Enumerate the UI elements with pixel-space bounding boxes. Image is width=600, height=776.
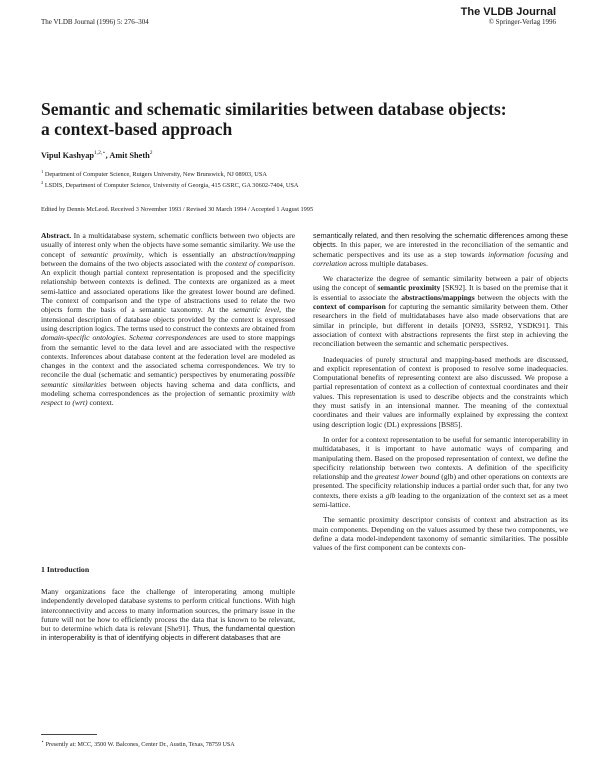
author-name: Vipul Kashyap (41, 150, 94, 160)
abstract-term: abstraction/mapping (231, 249, 295, 259)
abstract-term: semantic level (233, 305, 280, 315)
paragraph (313, 435, 568, 509)
affiliation (41, 169, 561, 178)
journal-brand (416, 6, 556, 27)
footnote-text: Presently at: MCC, 3500 W. Balcones, Center Dr., Austin, Texas, 78759 USA (44, 742, 235, 749)
para-term: semantic proximity (377, 283, 441, 293)
para-term: greatest lower bound (374, 472, 440, 482)
para-text: across multiple databases. (346, 258, 428, 268)
para-text: leading to the organization of the context set as a meet semi-lattice. (313, 490, 568, 510)
affiliation-text: LSDIS, Department of Computer Science, University of Georgia, 415 GSRC, GA 30602-7404, USA (44, 182, 299, 190)
copyright-notice: © Springer-Verlag 1996 (488, 18, 556, 26)
paper-title-line-1: Semantic and schematic similarities between database objects: (41, 99, 507, 119)
author-name: Amit Sheth (109, 150, 150, 160)
para-text: between the objects with the (474, 292, 568, 302)
footnote (41, 739, 295, 749)
para-text: In this paper, we are interested in the reconciliation of the semantic and schematic perspectives and its use as a step towards (313, 240, 568, 259)
affiliation-mark: 1 (41, 169, 44, 174)
abstract-term: semantic proximity (80, 249, 142, 259)
footnote-rule (41, 734, 97, 735)
abstract-text: are used to store mappings from the semantic level to the data level and are associated with the respective contexts. Inferences about database content at the federation level are modeled as changes in the context and the associated schema correspondences. We try to reconcile the dual (schematic and semantic) perspectives by enumerating (41, 333, 296, 380)
abstract-term: possible semantic similarities (41, 370, 295, 389)
abstract-text: between objects having schema and data conflicts, and modeling schema correspondences as the projection of semantic proximity (41, 379, 295, 399)
paragraph: Inadequacies of purely structural and mapping-based methods are discussed, and explicit representation of context is proposed to resolve some inadequacies. Computational benefits of representing context are also discussed. We propose a partial representation of context as a collection of contextual coordinates and their values. This representation is used to describe objects and the constraints which they must satisfy in an intensional manner. The meaning of the contextual coordinates and their values are informally explained by expressing the context using description logic (DL) expressions [BS85]. (313, 354, 568, 429)
para-text: and (553, 249, 568, 259)
para-term: correlation (313, 258, 347, 268)
affiliation-text: Department of Computer Science, Rutgers University, New Brunswick, NJ 08903, USA (44, 171, 267, 179)
para-text: In order for a context representation to be useful for semantic interoperability in multidatabases, it is important to have automatic ways of comparing and manipulating them. Based on the proposed representation of context, we define the specificity relationship between two contexts. A definition of the specificity relationship and the (313, 434, 568, 482)
para-text: (glb) and other operations on contexts are presented. The specificity relationship induces a partial order such that, for any two contexts, there exists a (313, 472, 569, 500)
para-text: We characterize the degree of semantic similarity between a pair of objects using the concept of (313, 274, 568, 293)
affiliation (41, 180, 561, 189)
abstract-text: . (124, 333, 129, 343)
editorial-dates: Edited by Dennis McLeod. Received 3 November 1993 / Revised 30 March 1994 / Accepted 1 August 1995 (41, 206, 314, 213)
paragraph (313, 274, 568, 348)
section-heading-introduction: 1 Introduction (41, 565, 90, 574)
abstract-term: Schema correspondences (129, 333, 207, 343)
paragraph: The semantic proximity descriptor consists of context and abstraction as its main components. Depending on the values assumed by these two components, we define a data model-independent taxonomy of semantic similarities. The possible values of the first component can be contexts con- (313, 515, 568, 553)
journal-brand-title: The VLDB Journal (460, 6, 556, 18)
abstract-term: domain-specific ontologies (41, 333, 125, 343)
paper-title (41, 99, 561, 139)
para-text: for capturing the semantic similarity between them. Other researchers in the field of multidatabases have also made observations that are similar in principle, but different in details [ON93, SSR92, YSDK91]. This association of context with abstractions represents the first step in achieving the reconciliation between the semantic and schematic perspectives. (313, 302, 568, 349)
para-term: context of comparison (313, 302, 386, 312)
abstract-text: In a multidatabase system, schematic conflicts between two objects are usually of interest only when the objects have some semantic similarity. We use the concept of (41, 231, 295, 259)
journal-citation: The VLDB Journal (1996) 5: 276–304 (41, 18, 149, 26)
intro-text: Many organizations face the challenge of interoperating among multiple independently developed database systems to perform critical functions. With high interconnectivity and access to many information sources, the primary issue in the future will not be how to efficiently process the data that is known to be relevant, but to determine which data is relevant [She91]. (41, 587, 295, 634)
right-column (313, 231, 568, 553)
author-marks: 1,2,⋆ (93, 150, 106, 156)
intro-text: Thus, the fundamental question in interoperability is that of identifying objects in different databases that are (41, 624, 295, 643)
para-term: information focusing (488, 249, 554, 259)
abstract (41, 231, 295, 408)
para-term: glb (385, 490, 396, 500)
abstract-text: context. (87, 398, 114, 408)
para-text: [SK92]. It is based on the premise that it is essential to associate the (313, 283, 568, 302)
footnote-mark: ⋆ (41, 740, 45, 745)
abstract-text: . An explicit though partial context representation is proposed and the specificity relationship between contexts is defined. The contexts are organized as a meet semi-lattice and associated operations like the greatest lower bound are defined. The context of comparison and the type of abstractions used to relate the two objects form the basis of a semantic taxonomy. At the (41, 258, 295, 315)
abstract-text: , the intensional description of database objects provided by the context is expressed using description logics. The terms used to construct the contexts are obtained from (41, 305, 295, 333)
author-list (41, 150, 152, 160)
para-text: semantically related, and then resolving the schematic differences among these objects. (313, 231, 568, 250)
author-marks: 2 (149, 150, 153, 156)
para-term: abstractions/mappings (401, 292, 475, 302)
introduction-body (41, 587, 295, 643)
abstract-term: with respect to (wrt) (41, 389, 295, 408)
paragraph (313, 231, 568, 268)
author-separator: , (105, 150, 110, 160)
abstract-text: between the domains of the two objects associated with the (41, 258, 226, 268)
abstract-term: context of comparison (225, 258, 294, 268)
abstract-text: , which is essentially an (141, 249, 232, 259)
paper-title-line-2: a context-based approach (41, 119, 233, 139)
abstract-label: Abstract. (41, 231, 72, 240)
affiliation-mark: 2 (41, 180, 44, 185)
